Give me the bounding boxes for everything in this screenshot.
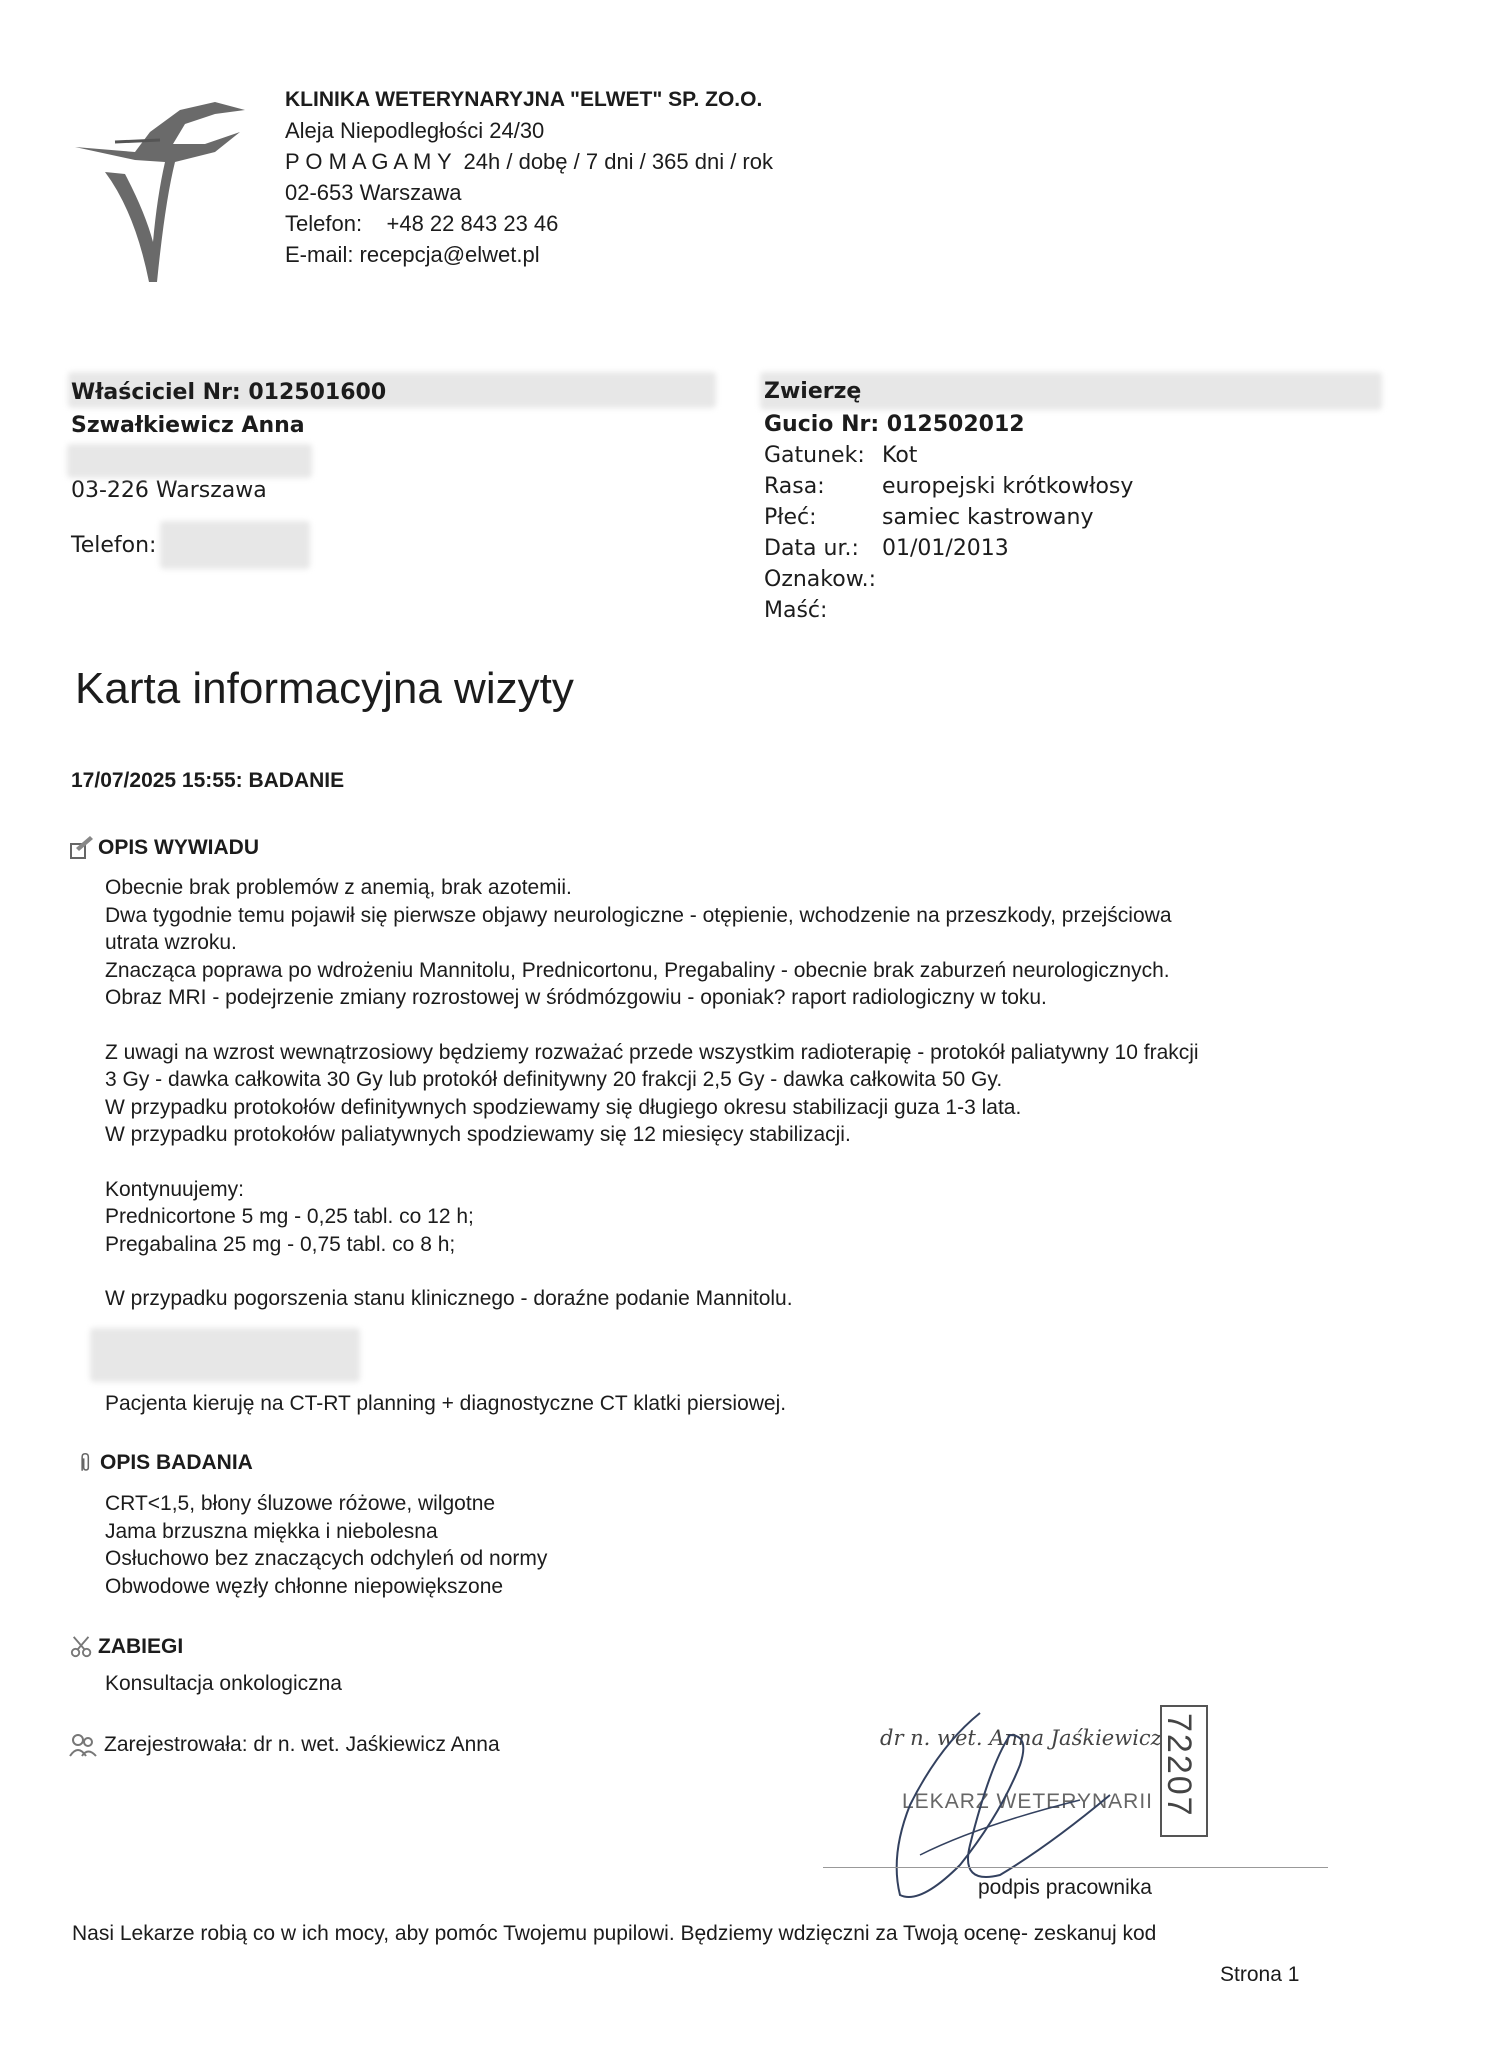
referral-text: Pacjenta kieruję na CT-RT planning + diagnostyczne CT klatki piersiowej.: [105, 1392, 787, 1415]
text-line: W przypadku protokołów paliatywnych spodziewamy się 12 miesięcy stabilizacji.: [105, 1123, 851, 1146]
field-key: Data ur.:: [764, 536, 859, 561]
redacted-text: [90, 1328, 360, 1382]
notepad-icon: [68, 834, 94, 862]
animal-row: [764, 564, 1133, 595]
registered-by: Zarejestrowała: dr n. wet. Jaśkiewicz Anna: [104, 1733, 500, 1756]
zabiegi-heading-text: ZABIEGI: [98, 1635, 184, 1658]
clinic-email: E-mail: recepcja@elwet.pl: [285, 242, 540, 267]
badanie-heading: [76, 1449, 253, 1477]
text-line: Prednicortone 5 mg - 0,25 tabl. co 12 h;: [105, 1205, 474, 1228]
owner-block: [71, 376, 386, 569]
field-value: [882, 564, 1133, 595]
clinic-logo: [65, 92, 255, 292]
text-line: Obecnie brak problemów z anemią, brak azotemii.: [105, 876, 572, 899]
owner-label: Właściciel Nr: 012501600: [71, 380, 387, 405]
text-line: Obwodowe węzły chłonne niepowiększone: [105, 1574, 504, 1598]
text-line: 3 Gy - dawka całkowita 30 Gy lub protokół definitywny 20 frakcji 2,5 Gy - dawka całkowita 50 Gy.: [105, 1068, 1003, 1091]
owner-street-redaction: [67, 444, 312, 478]
text-line: Obraz MRI - podejrzenie zmiany rozrostowej w śródmózgowiu - oponiak? raport radiologiczny w toku.: [105, 986, 1047, 1009]
field-key: Maść:: [764, 598, 828, 623]
clinic-slogan: P O M A G A M Y 24h / dobę / 7 dni / 365 dni / rok: [285, 149, 773, 174]
animal-row: [764, 502, 1133, 533]
clinic-header: [285, 84, 773, 270]
clinic-name: KLINIKA WETERYNARYJNA "ELWET" SP. ZO.O.: [285, 88, 763, 111]
field-value: Kot: [882, 443, 918, 468]
clinic-phone: Telefon: +48 22 843 23 46: [285, 211, 559, 236]
field-value: [882, 595, 1133, 626]
animal-name-number: Gucio Nr: 012502012: [764, 412, 1025, 437]
zabiegi-heading: [70, 1633, 183, 1661]
text-line: Jama brzuszna miękka i niebolesna: [105, 1519, 438, 1543]
field-key: Oznakow.:: [764, 567, 877, 592]
text-line: CRT<1,5, błony śluzowe różowe, wilgotne: [105, 1492, 496, 1515]
field-key: Gatunek:: [764, 443, 865, 468]
owner-city: 03-226 Warszawa: [71, 478, 267, 503]
text-line: utrata wzroku.: [105, 931, 237, 954]
stamp-number-box: [1160, 1705, 1208, 1837]
text-line: Pregabalina 25 mg - 0,75 tabl. co 8 h;: [105, 1232, 456, 1256]
field-value: 01/01/2013: [882, 536, 1009, 561]
owner-phone-redaction: [160, 521, 310, 569]
users-icon: [68, 1732, 98, 1758]
wywiad-heading: [68, 834, 259, 862]
field-key: Płeć:: [764, 505, 817, 530]
text-line: Dwa tygodnie temu pojawił się pierwsze objawy neurologiczne - otępienie, wchodzenie na przeszkody, przejściowa: [105, 903, 1172, 927]
text-line: Osłuchowo bez znaczących odchyleń od normy: [105, 1547, 548, 1570]
owner-name: Szwałkiewicz Anna: [71, 413, 305, 438]
handwritten-signature: [880, 1705, 1120, 1905]
text-line: W przypadku protokołów definitywnych spodziewamy się długiego okresu stabilizacji guza 1-3 lata.: [105, 1095, 1022, 1119]
clinic-postal: 02-653 Warszawa: [285, 180, 462, 205]
signature-line: [823, 1867, 1328, 1868]
document-title: Karta informacyjna wizyty: [75, 664, 574, 713]
animal-row: [764, 440, 1133, 471]
stamp-role: LEKARZ WETERYNARII: [902, 1790, 1153, 1813]
animal-label: Zwierzę: [764, 379, 862, 404]
stamp-number: 72207: [1160, 1713, 1198, 1818]
badanie-heading-text: OPIS BADANIA: [100, 1451, 253, 1474]
text-line: Znacząca poprawa po wdrożeniu Mannitolu, Prednicortonu, Pregabaliny - obecnie brak zaburzeń neurologicznych.: [105, 958, 1170, 982]
wywiad-text: [105, 874, 1199, 1313]
owner-phone-label: Telefon:: [71, 532, 157, 558]
text-line: Z uwagi na wzrost wewnątrzosiowy będziemy rozważać przede wszystkim radioterapię - protokół paliatywny 10 frakcji: [105, 1040, 1199, 1064]
paperclip-icon: [76, 1449, 96, 1477]
zabiegi-item: Konsultacja onkologiczna: [105, 1672, 342, 1695]
text-line: W przypadku pogorszenia stanu klinicznego - doraźne podanie Mannitolu.: [105, 1287, 793, 1310]
field-key: Rasa:: [764, 474, 825, 499]
footer-text: Nasi Lekarze robią co w ich mocy, aby pomóc Twojemu pupilowi. Będziemy wdzięczni za Twoją ocenę- zeskanuj kod: [72, 1922, 1157, 1945]
badanie-text: [105, 1490, 547, 1600]
signature-caption: podpis pracownika: [978, 1876, 1152, 1899]
clinic-address: Aleja Niepodległości 24/30: [285, 118, 545, 143]
page-number: Strona 1: [1220, 1963, 1300, 1986]
wywiad-heading-text: OPIS WYWIADU: [98, 836, 259, 859]
animal-row: [764, 595, 1133, 626]
field-value: europejski krótkowłosy: [882, 474, 1134, 499]
animal-block: [764, 376, 1133, 626]
animal-details: [764, 440, 1133, 626]
text-line: Kontynuujemy:: [105, 1177, 244, 1201]
registered-row: [68, 1732, 500, 1758]
visit-date: 17/07/2025 15:55: BADANIE: [71, 769, 345, 792]
animal-row: [764, 471, 1133, 502]
field-value: samiec kastrowany: [882, 505, 1094, 530]
scissors-icon: [70, 1633, 94, 1661]
animal-row: [764, 533, 1133, 564]
stamp-name: dr n. wet. Anna Jaśkiewicz: [880, 1726, 1162, 1750]
